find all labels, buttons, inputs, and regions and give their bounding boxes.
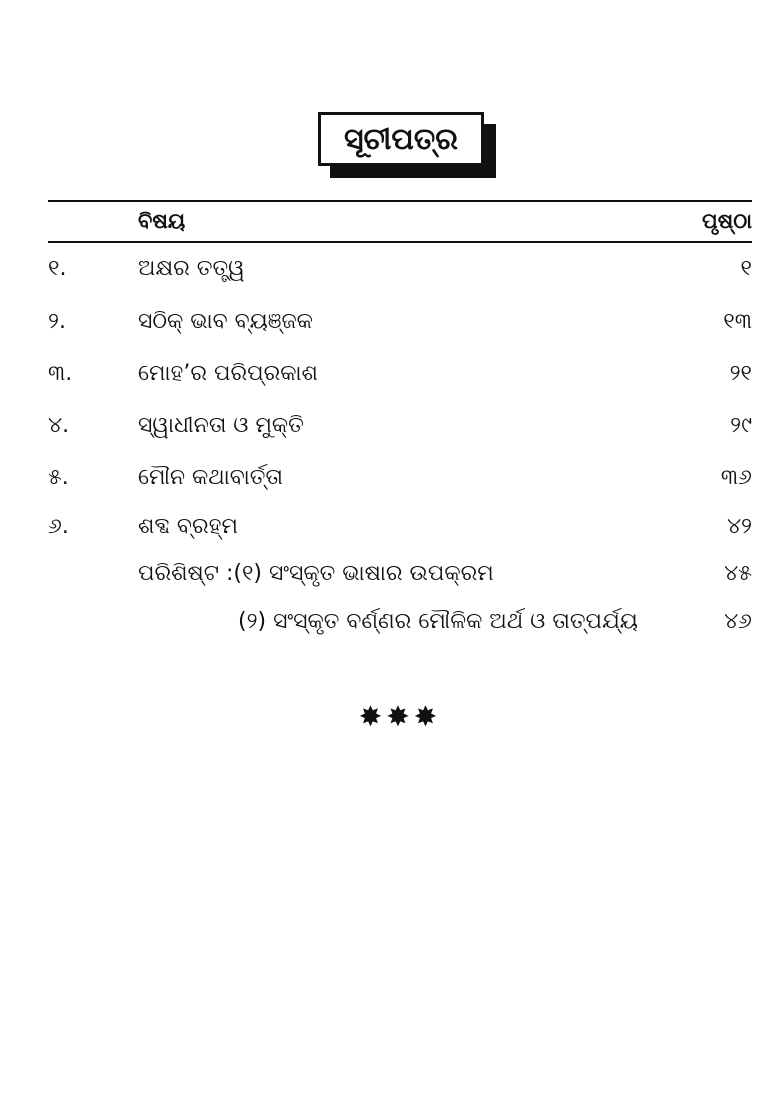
entry-number: ୬. <box>48 514 69 539</box>
toc-entry <box>48 252 752 292</box>
appendix-title: ପରିଶିଷ୍ଟ :(୧) ସଂସ୍କୃତ ଭାଷାର ଉପକ୍ରମ <box>138 561 494 586</box>
entry-number: ୩. <box>48 361 73 386</box>
page-title: ସୂଚୀପତ୍ର <box>318 112 484 166</box>
ornament-stars: ✸✸✸ <box>358 700 442 733</box>
header-bottom-rule <box>48 241 752 243</box>
entry-title: ଶବ୍ଦ ବ୍ରହ୍ମ <box>138 514 238 539</box>
appendix-entry <box>48 605 752 645</box>
entry-title: ସ୍ୱାଧୀନତା ଓ ମୁକ୍ତି <box>138 413 304 438</box>
entry-number: ୫. <box>48 465 69 490</box>
entry-title: ଅକ୍ଷର ତତ୍ତ୍ୱ <box>138 256 245 281</box>
toc-entry <box>48 461 752 501</box>
appendix-page: ୪୬ <box>724 609 752 634</box>
entry-number: ୧. <box>48 256 67 281</box>
toc-header <box>48 203 752 239</box>
appendix-title: (୨) ସଂସ୍କୃତ ବର୍ଣ୍ଣର ମୌଳିକ ଅର୍ଥ ଓ ତାତ୍ପର୍ଯ୍ୟ <box>238 609 638 634</box>
toc-entry <box>48 409 752 449</box>
entry-page: ୨୯ <box>730 413 752 438</box>
title-block <box>318 112 484 166</box>
header-subject: ବିଷୟ <box>138 209 186 233</box>
header-top-rule <box>48 200 752 202</box>
toc-entry <box>48 510 752 550</box>
appendix-entry <box>48 557 752 597</box>
entry-number: ୪. <box>48 413 70 438</box>
toc-entry <box>48 357 752 397</box>
entry-page: ୨୧ <box>729 361 752 386</box>
entry-title: ମୋହ’ର ପରିପ୍ରକାଶ <box>138 361 318 386</box>
toc-entry <box>48 305 752 345</box>
entry-page: ୩୬ <box>720 465 752 490</box>
appendix-page: ୪୫ <box>724 561 752 586</box>
entry-title: ମୌନ କଥାବାର୍ତ୍ତା <box>138 465 283 490</box>
header-page: ପୃଷ୍ଠା <box>701 209 752 233</box>
entry-page: ୪୨ <box>726 514 752 539</box>
entry-page: ୧ <box>740 256 752 281</box>
entry-number: ୨. <box>48 309 66 334</box>
entry-title: ସଠିକ୍ ଭାବ ବ୍ୟଞ୍ଜକ <box>138 309 313 334</box>
entry-page: ୧୩ <box>723 309 752 334</box>
